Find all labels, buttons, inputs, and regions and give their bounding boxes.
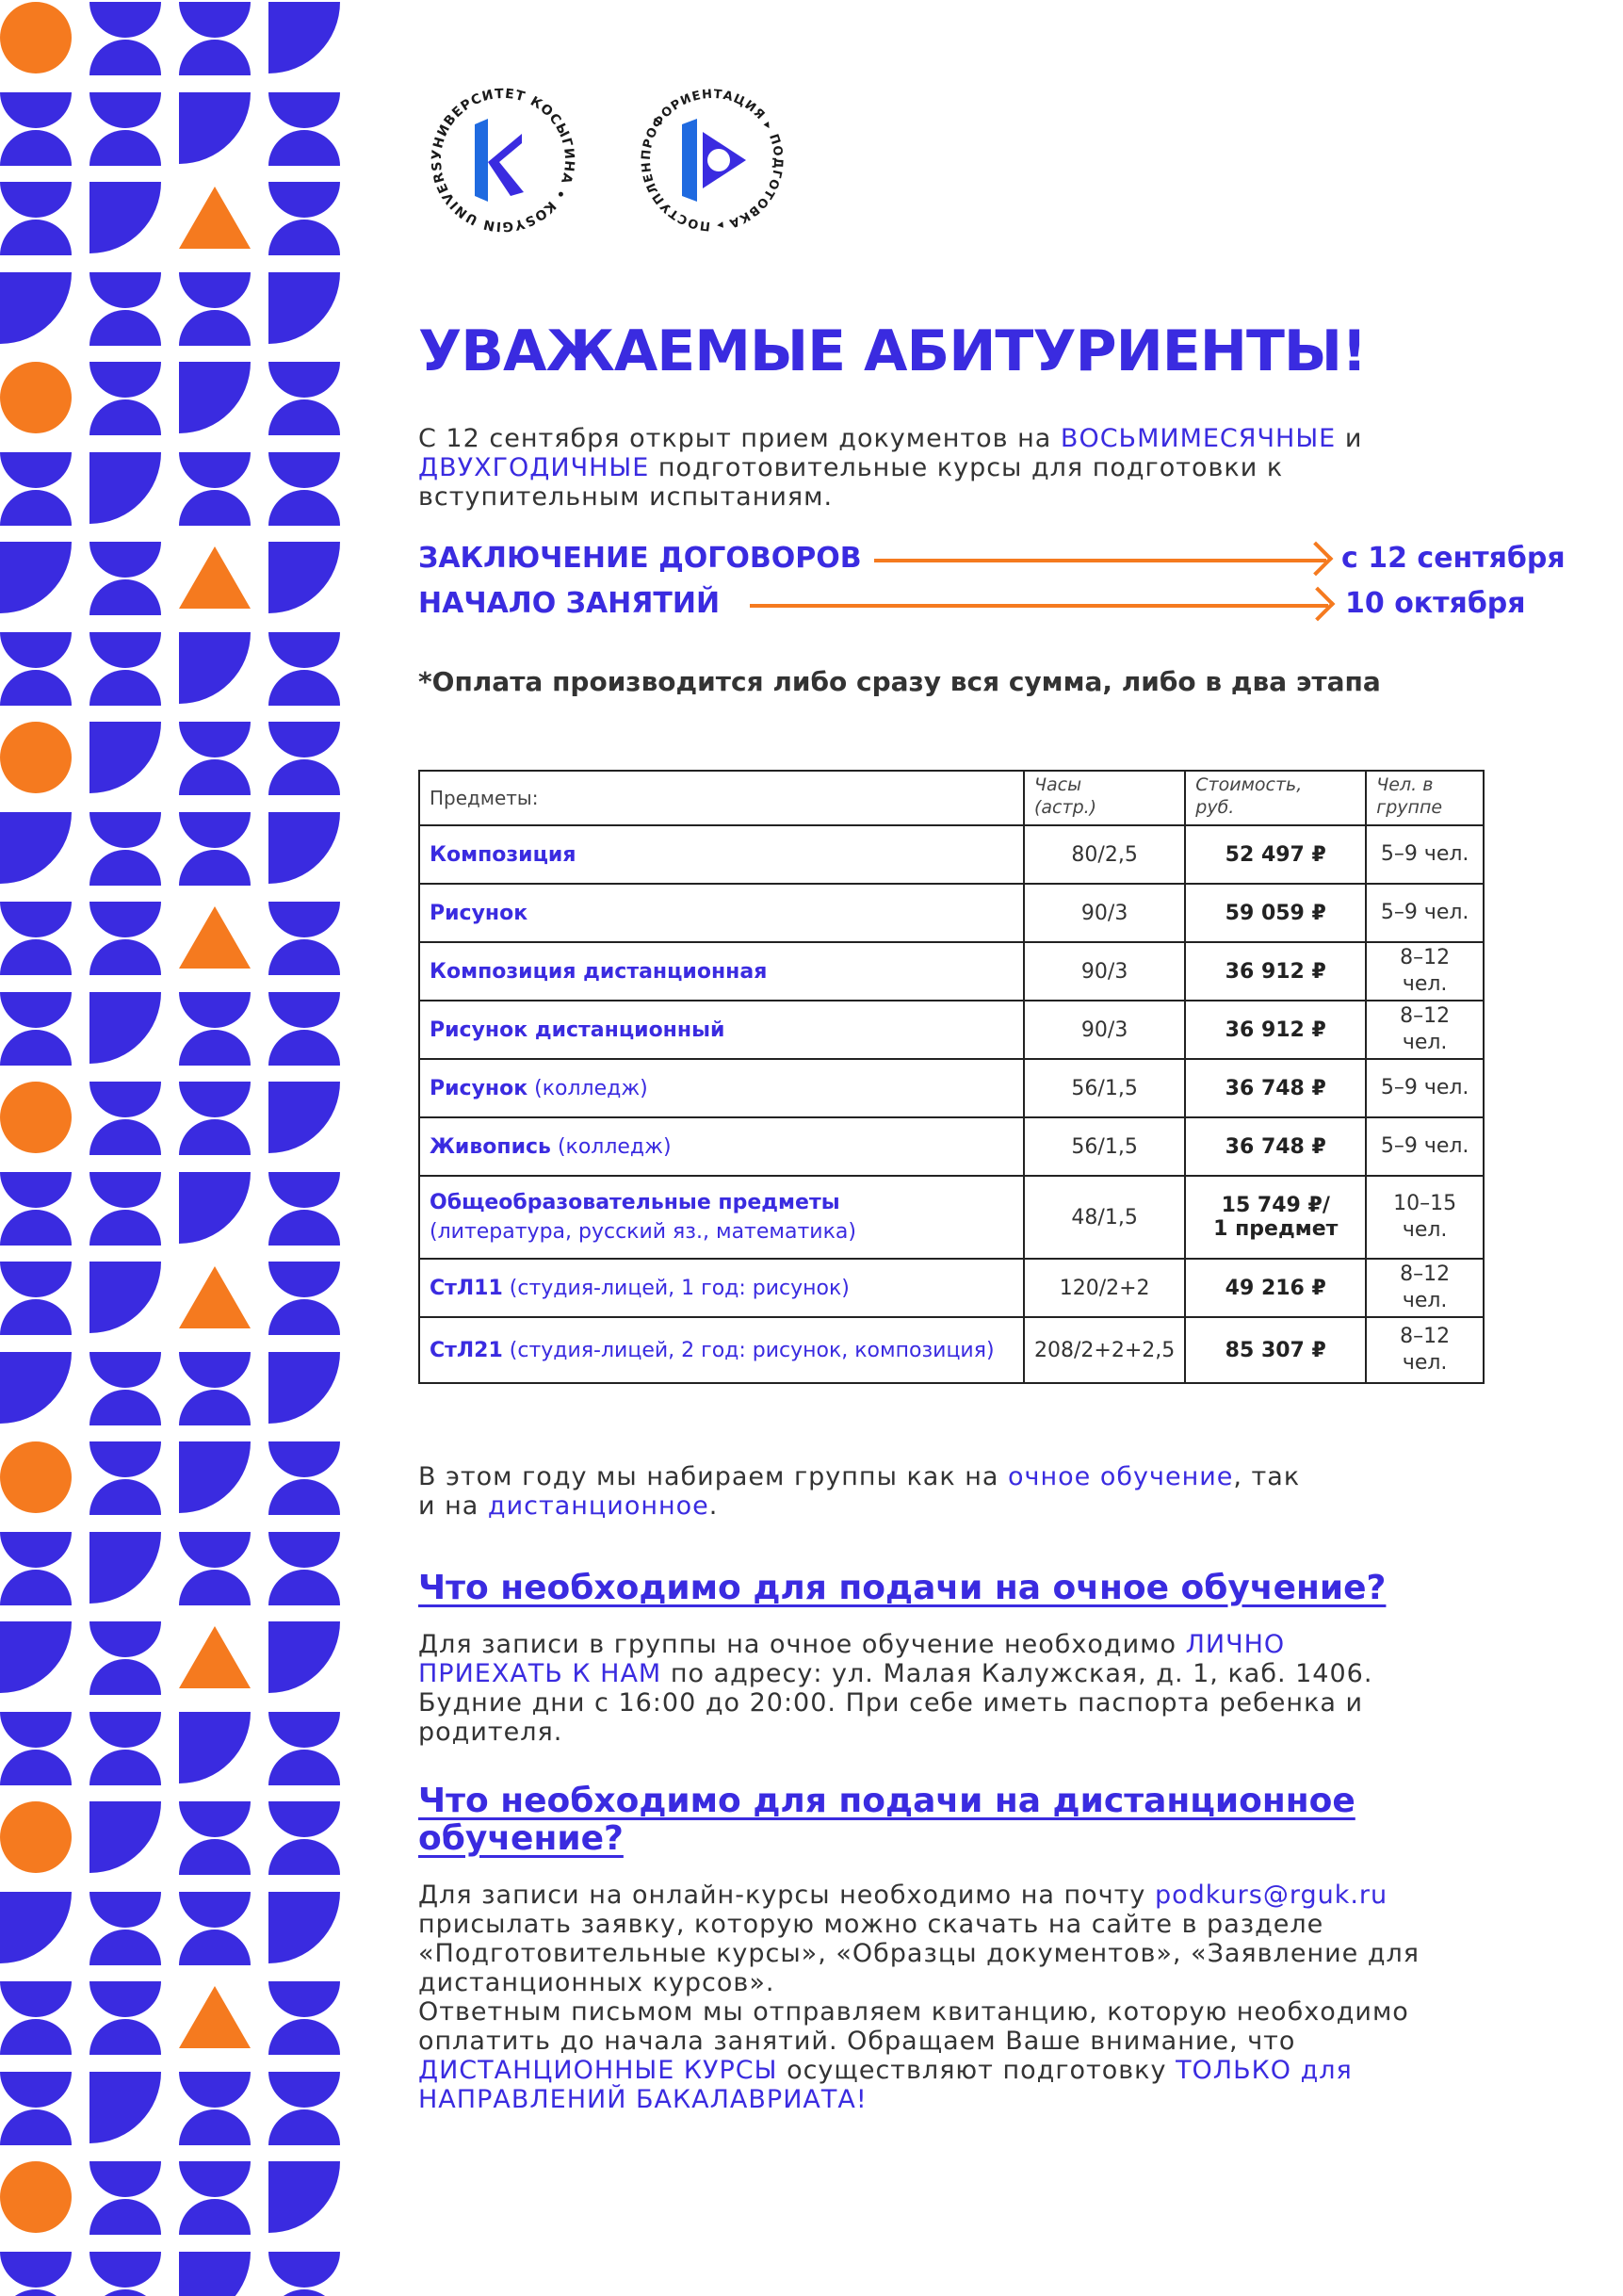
- subject-cell: Рисунок (колледж): [419, 1059, 1024, 1117]
- half-circle-shape: [179, 452, 251, 524]
- quarter-circle-shape: [268, 2161, 340, 2233]
- half-circle-shape: [0, 1172, 72, 1244]
- group-size-cell: 5–9 чел.: [1366, 1059, 1484, 1117]
- proforientation-logo-ring: ПРОФОРИЕНТАЦИЯ ▸ ПОДГОТОВКА ▸ ПОСТУПЛЕН: [639, 87, 786, 234]
- half-circle-shape: [89, 542, 161, 613]
- hours-cell: 48/1,5: [1024, 1176, 1185, 1259]
- half-circle-shape: [0, 2252, 72, 2296]
- group-size-cell: 5–9 чел.: [1366, 1117, 1484, 1176]
- header-hours: Часы (астр.): [1024, 771, 1185, 825]
- half-circle-shape: [268, 2072, 340, 2143]
- half-circle-shape: [179, 812, 251, 884]
- half-circle-shape: [89, 1082, 161, 1153]
- half-circle-shape: [89, 812, 161, 884]
- email-link[interactable]: podkurs@rguk.ru: [1154, 1881, 1388, 1910]
- remote-heading: Что необходимо для подачи на дистанционное обучение?: [418, 1782, 1355, 1858]
- quarter-circle-shape: [179, 632, 251, 704]
- quarter-circle-shape: [0, 542, 72, 613]
- date-row-contracts: [418, 542, 1596, 587]
- quarter-circle-shape: [268, 272, 340, 344]
- half-circle-shape: [268, 1981, 340, 2053]
- half-circle-shape: [179, 2072, 251, 2143]
- price-cell: 49 216 ₽: [1185, 1259, 1366, 1317]
- price-cell: 59 059 ₽: [1185, 884, 1366, 942]
- quarter-circle-shape: [179, 92, 251, 164]
- half-circle-shape: [89, 92, 161, 164]
- arrow-icon: [750, 604, 1328, 608]
- table-row: [419, 942, 1484, 1001]
- quarter-circle-shape: [179, 1441, 251, 1513]
- table-row: [419, 1001, 1484, 1059]
- quarter-circle-shape: [89, 992, 161, 1064]
- half-circle-shape: [179, 2, 251, 73]
- quarter-circle-shape: [268, 1352, 340, 1424]
- quarter-circle-shape: [0, 812, 72, 884]
- triangle-shape: [179, 542, 251, 613]
- half-circle-shape: [268, 182, 340, 253]
- half-circle-shape: [268, 1712, 340, 1783]
- half-circle-shape: [89, 1621, 161, 1693]
- quarter-circle-shape: [268, 2, 340, 73]
- decorative-pattern: [0, 0, 358, 2296]
- quarter-circle-shape: [179, 1712, 251, 1783]
- price-cell: 52 497 ₽: [1185, 825, 1366, 884]
- circle-shape: [0, 1801, 72, 1873]
- group-size-cell: 5–9 чел.: [1366, 884, 1484, 942]
- half-circle-shape: [89, 272, 161, 344]
- triangle-shape: [179, 902, 251, 973]
- triangle-shape: [179, 182, 251, 253]
- price-cell: 36 748 ₽: [1185, 1059, 1366, 1117]
- quarter-circle-shape: [89, 1262, 161, 1333]
- hours-cell: 80/2,5: [1024, 825, 1185, 884]
- hours-cell: 90/3: [1024, 942, 1185, 1001]
- fulltime-heading: Что необходимо для подачи на очное обучение?: [418, 1569, 1387, 1607]
- circle-shape: [0, 2, 72, 73]
- hours-cell: 208/2+2+2,5: [1024, 1317, 1185, 1383]
- group-size-cell: 5–9 чел.: [1366, 825, 1484, 884]
- header-group: Чел. в группе: [1366, 771, 1484, 825]
- half-circle-shape: [89, 1892, 161, 1963]
- half-circle-shape: [268, 452, 340, 524]
- half-circle-shape: [0, 902, 72, 973]
- groups-text: В этом году мы набираем группы как на очное обучение, так и на дистанционное.: [418, 1462, 1301, 1521]
- triangle-shape: [179, 1981, 251, 2053]
- half-circle-shape: [0, 1712, 72, 1783]
- hours-cell: 90/3: [1024, 884, 1185, 942]
- price-cell: 36 748 ₽: [1185, 1117, 1366, 1176]
- half-circle-shape: [268, 92, 340, 164]
- half-circle-shape: [0, 992, 72, 1064]
- quarter-circle-shape: [179, 1172, 251, 1244]
- quarter-circle-shape: [89, 1532, 161, 1604]
- page-title: УВАЖАЕМЫЕ АБИТУРИЕНТЫ!: [418, 318, 1367, 384]
- hours-cell: 120/2+2: [1024, 1259, 1185, 1317]
- half-circle-shape: [179, 1082, 251, 1153]
- half-circle-shape: [179, 272, 251, 344]
- half-circle-shape: [89, 1352, 161, 1424]
- half-circle-shape: [268, 632, 340, 704]
- quarter-circle-shape: [179, 362, 251, 433]
- k-logo-icon: [418, 75, 588, 245]
- quarter-circle-shape: [0, 272, 72, 344]
- price-cell: 36 912 ₽: [1185, 942, 1366, 1001]
- half-circle-shape: [89, 1172, 161, 1244]
- quarter-circle-shape: [89, 2072, 161, 2143]
- half-circle-shape: [268, 2252, 340, 2296]
- hours-cell: 90/3: [1024, 1001, 1185, 1059]
- date-label: НАЧАЛО ЗАНЯТИЙ: [418, 587, 721, 620]
- half-circle-shape: [268, 902, 340, 973]
- half-circle-shape: [179, 992, 251, 1064]
- play-logo-icon: [627, 75, 797, 245]
- subject-cell: СтЛ11 (студия-лицей, 1 год: рисунок): [419, 1259, 1024, 1317]
- subject-cell: Композиция дистанционная: [419, 942, 1024, 1001]
- half-circle-shape: [0, 1262, 72, 1333]
- half-circle-shape: [268, 1801, 340, 1873]
- university-logo: [418, 75, 588, 245]
- date-label: ЗАКЛЮЧЕНИЕ ДОГОВОРОВ: [418, 542, 862, 575]
- quarter-circle-shape: [268, 1621, 340, 1693]
- intro-text: С 12 сентября открыт прием документов на ВОСЬМИМЕСЯЧНЫЕ и ДВУХГОДИЧНЫЕ подготовительные курсы для подготовки к вступительным испытаниям.: [418, 424, 1363, 512]
- half-circle-shape: [268, 1532, 340, 1604]
- price-cell: 85 307 ₽: [1185, 1317, 1366, 1383]
- subject-cell: Рисунок: [419, 884, 1024, 942]
- half-circle-shape: [268, 1262, 340, 1333]
- circle-shape: [0, 1082, 72, 1153]
- subject-cell: Рисунок дистанционный: [419, 1001, 1024, 1059]
- half-circle-shape: [179, 1892, 251, 1963]
- fulltime-text: Для записи в группы на очное обучение необходимо ЛИЧНО ПРИЕХАТЬ К НАМ по адресу: ул. Малая Калужская, д. 1, каб. 1406. Будние дни с 16:00 до 20:00. При себе иметь паспорта ребенка и родителя.: [418, 1630, 1373, 1747]
- date-value: с 12 сентября: [1341, 542, 1566, 575]
- group-size-cell: 8–12 чел.: [1366, 1259, 1484, 1317]
- quarter-circle-shape: [268, 1892, 340, 1963]
- arrow-icon: [874, 559, 1326, 562]
- header-cost: Стоимость, руб.: [1185, 771, 1366, 825]
- proforientation-logo: [627, 75, 797, 245]
- half-circle-shape: [0, 632, 72, 704]
- circle-shape: [0, 1441, 72, 1513]
- price-cell: 36 912 ₽: [1185, 1001, 1366, 1059]
- half-circle-shape: [0, 452, 72, 524]
- quarter-circle-shape: [0, 1892, 72, 1963]
- quarter-circle-shape: [89, 452, 161, 524]
- university-logo-ring: УНИВЕРСИТЕТ КОСЫГИНА • KOSYGIN UNIVERS: [429, 86, 577, 235]
- table-row: [419, 1259, 1484, 1317]
- half-circle-shape: [268, 362, 340, 433]
- key-dates: [418, 542, 1596, 632]
- table-row: [419, 825, 1484, 884]
- half-circle-shape: [89, 1981, 161, 2053]
- group-size-cell: 8–12 чел.: [1366, 1001, 1484, 1059]
- table-row: [419, 884, 1484, 942]
- half-circle-shape: [89, 2161, 161, 2233]
- half-circle-shape: [89, 2252, 161, 2296]
- quarter-circle-shape: [89, 722, 161, 793]
- half-circle-shape: [179, 1532, 251, 1604]
- half-circle-shape: [0, 2072, 72, 2143]
- quarter-circle-shape: [0, 1352, 72, 1424]
- payment-note: *Оплата производится либо сразу вся сумма, либо в два этапа: [418, 666, 1381, 697]
- circle-shape: [0, 722, 72, 793]
- half-circle-shape: [268, 722, 340, 793]
- table-row: [419, 1059, 1484, 1117]
- half-circle-shape: [89, 632, 161, 704]
- date-value: 10 октября: [1345, 587, 1526, 620]
- table-row: [419, 1176, 1484, 1259]
- group-size-cell: 10–15 чел.: [1366, 1176, 1484, 1259]
- half-circle-shape: [268, 1172, 340, 1244]
- hours-cell: 56/1,5: [1024, 1117, 1185, 1176]
- triangle-shape: [179, 1621, 251, 1693]
- half-circle-shape: [0, 1532, 72, 1604]
- half-circle-shape: [179, 722, 251, 793]
- table-row: [419, 1117, 1484, 1176]
- quarter-circle-shape: [179, 2252, 251, 2296]
- group-size-cell: 8–12 чел.: [1366, 1317, 1484, 1383]
- half-circle-shape: [179, 2161, 251, 2233]
- triangle-shape: [179, 1262, 251, 1333]
- quarter-circle-shape: [268, 1082, 340, 1153]
- half-circle-shape: [89, 902, 161, 973]
- half-circle-shape: [179, 1801, 251, 1873]
- subject-cell: Композиция: [419, 825, 1024, 884]
- half-circle-shape: [268, 1441, 340, 1513]
- subject-cell: СтЛ21 (студия-лицей, 2 год: рисунок, композиция): [419, 1317, 1024, 1383]
- half-circle-shape: [89, 1712, 161, 1783]
- quarter-circle-shape: [268, 542, 340, 613]
- subject-cell: Общеобразовательные предметы (литература, русский яз., математика): [419, 1176, 1024, 1259]
- circle-shape: [0, 362, 72, 433]
- date-row-classes: [418, 587, 1596, 632]
- half-circle-shape: [179, 1352, 251, 1424]
- subject-cell: Живопись (колледж): [419, 1117, 1024, 1176]
- half-circle-shape: [89, 2, 161, 73]
- half-circle-shape: [0, 92, 72, 164]
- table-row: [419, 1317, 1484, 1383]
- half-circle-shape: [0, 182, 72, 253]
- hours-cell: 56/1,5: [1024, 1059, 1185, 1117]
- half-circle-shape: [89, 1441, 161, 1513]
- half-circle-shape: [0, 1981, 72, 2053]
- quarter-circle-shape: [268, 812, 340, 884]
- price-table: [418, 770, 1485, 1384]
- table-header-row: [419, 771, 1484, 825]
- quarter-circle-shape: [0, 1621, 72, 1693]
- circle-shape: [0, 2161, 72, 2233]
- half-circle-shape: [89, 362, 161, 433]
- header-subject: Предметы:: [419, 771, 1024, 825]
- remote-text: Для записи на онлайн-курсы необходимо на почту podkurs@rguk.ru присылать заявку, которую можно скачать на сайте в разделе «Подготовительные курсы», «Образцы документов», «Заявление для дистанционных курсов». Ответным письмом мы отправляем квитанцию, которую необходимо оплатить до начала занятий. Обращаем Ваше внимание, что ДИСТАНЦИОННЫЕ КУРСЫ осуществляют подготовку ТОЛЬКО для НАПРАВЛЕНИЙ БАКАЛАВРИАТА!: [418, 1881, 1420, 2114]
- group-size-cell: 8–12 чел.: [1366, 942, 1484, 1001]
- half-circle-shape: [268, 992, 340, 1064]
- quarter-circle-shape: [89, 1801, 161, 1873]
- price-cell: 15 749 ₽/ 1 предмет: [1185, 1176, 1366, 1259]
- quarter-circle-shape: [89, 182, 161, 253]
